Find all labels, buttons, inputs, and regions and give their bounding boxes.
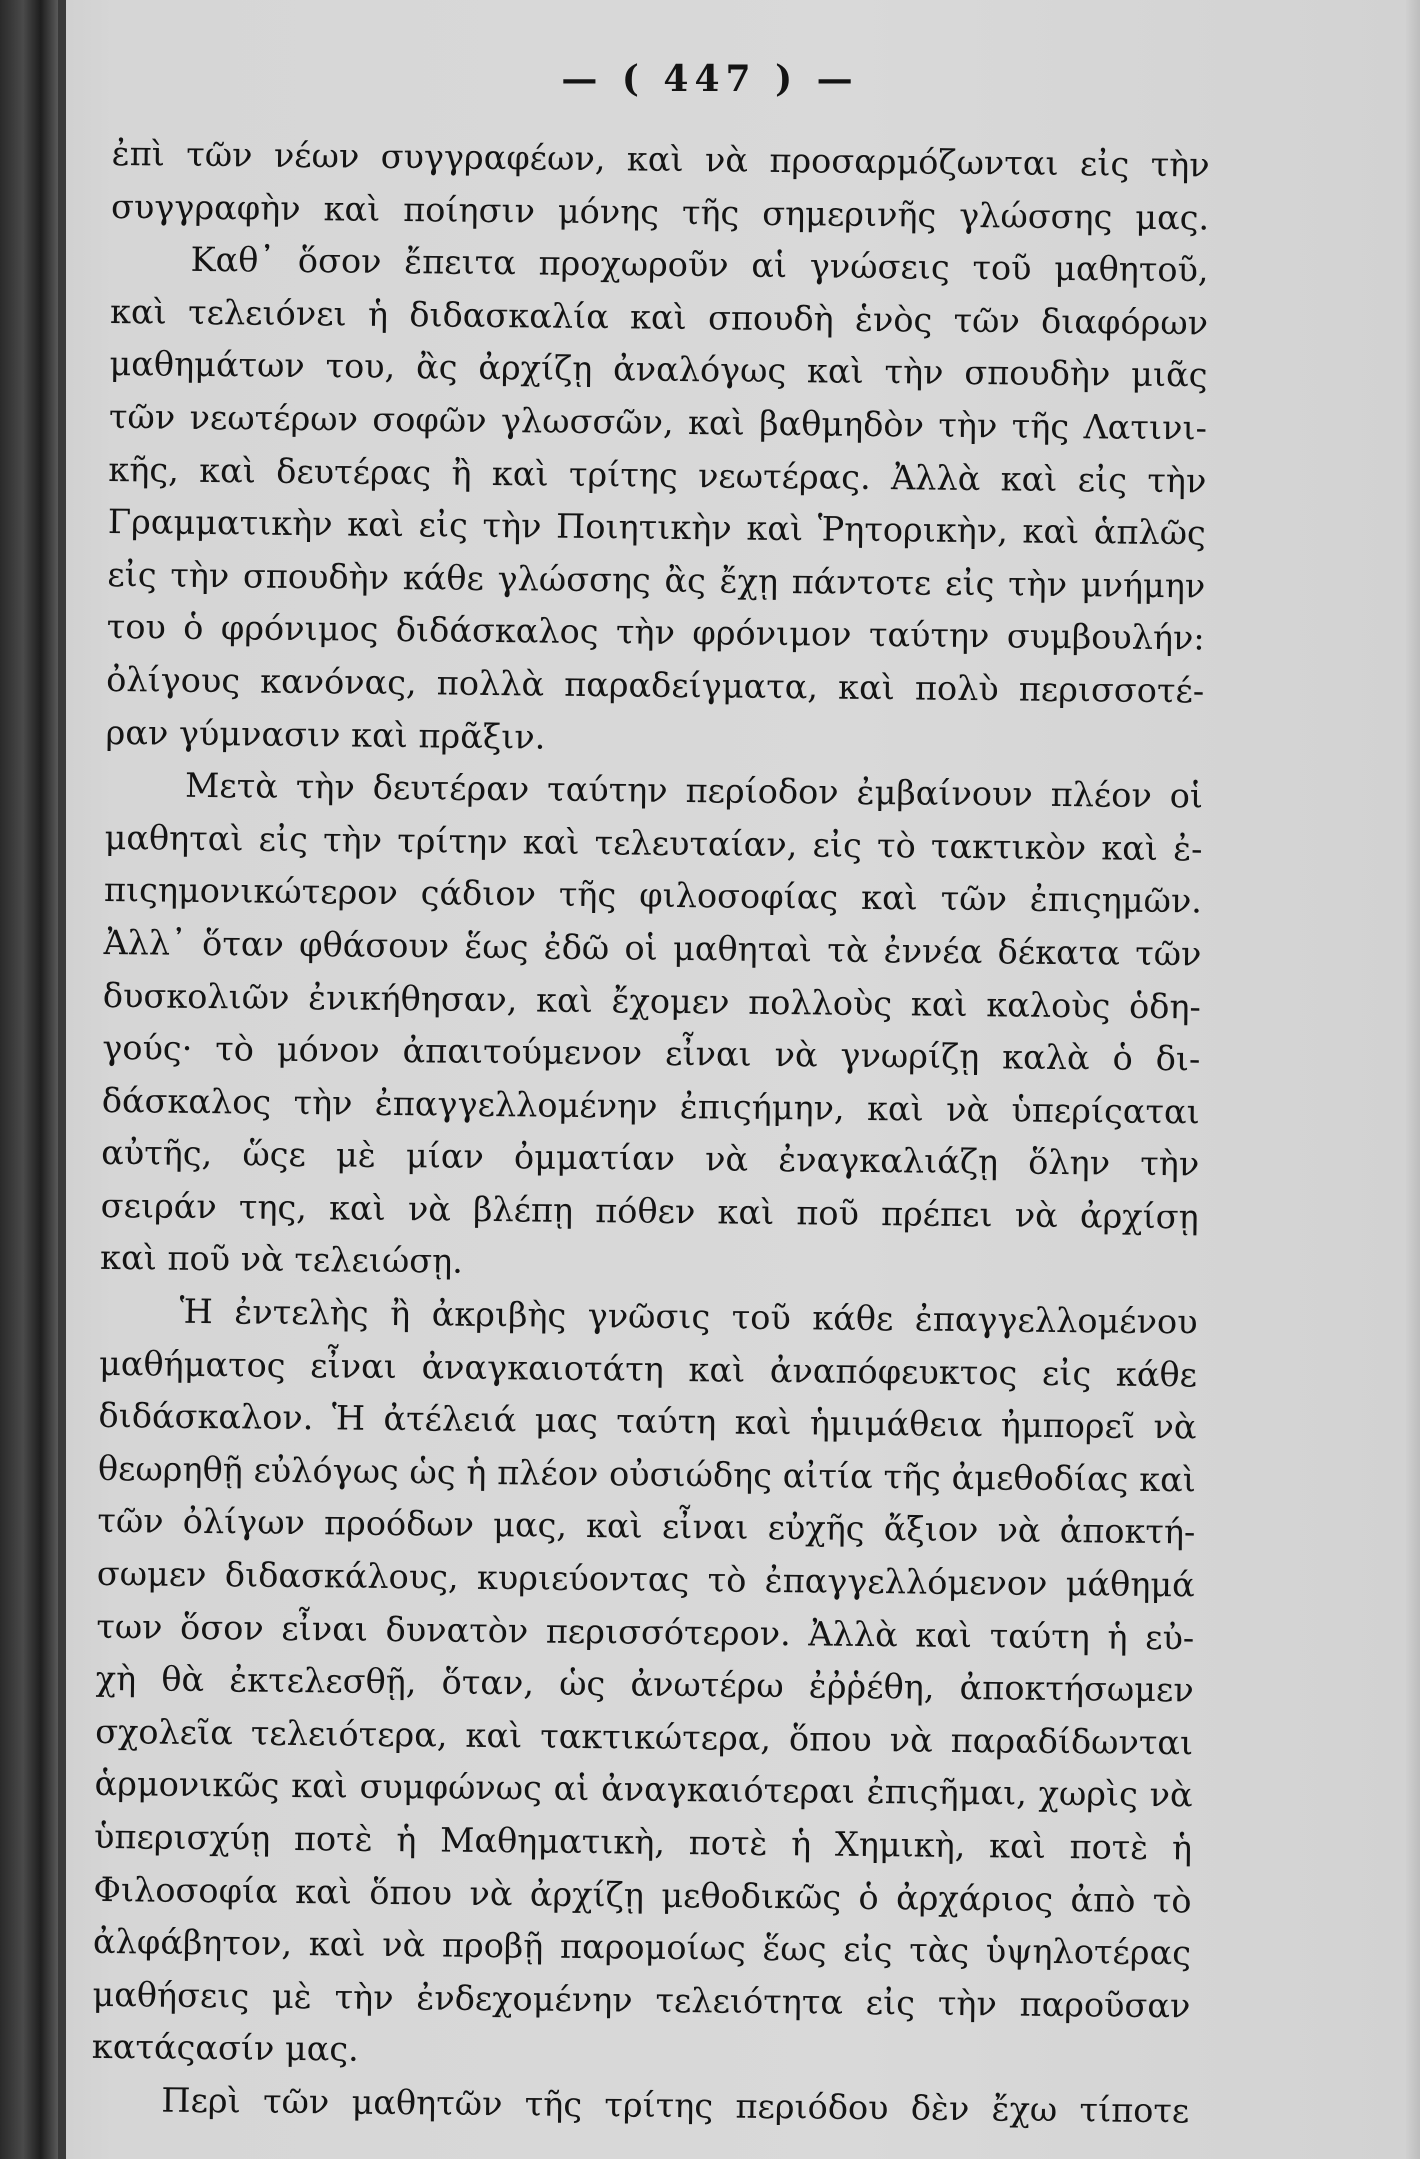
text-line: κῆς, καὶ δευτέρας ἢ καὶ τρίτης νεωτέρας. Ἀλλὰ καὶ εἰς τὴν <box>108 449 1207 501</box>
text-line: ἀλφάβητον, καὶ νὰ προβῇ παρομοίως ἕως εἰς τὰς ὑψηλοτέρας <box>92 1922 1192 1973</box>
text-line: του ὁ φρόνιμος διδάσκαλος τὴν φρόνιμον ταύτην συμβουλήν: <box>106 607 1205 658</box>
text-line: Ἡ ἐντελὴς ἢ ἀκριβὴς γνῶσις τοῦ κάθε ἐπαγγελλομένου <box>179 1291 1198 1342</box>
text-line: διδάσκαλον. Ἡ ἀτέλειά μας ταύτη καὶ ἡμιμάθεια ἠμπορεῖ νὰ <box>98 1396 1197 1447</box>
text-line: σωμεν διδασκάλους, κυριεύοντας τὸ ἐπαγγελλόμενον μάθημά <box>96 1553 1196 1605</box>
text-line: τῶν ὀλίγων προόδων μας, καὶ εἶναι εὐχῆς ἄξιον νὰ ἀποκτή- <box>97 1501 1196 1552</box>
text-line: σειράν της, καὶ νὰ βλέπῃ πόθεν καὶ ποῦ πρέπει νὰ ἀρχίσῃ <box>100 1185 1199 1237</box>
text-line: δάσκαλος τὴν ἐπαγγελλομένην ἐπιςήμην, καὶ νὰ ὑπερίςαται <box>101 1080 1200 1132</box>
text-line: Μετὰ τὴν δευτέραν ταύτην περίοδον ἐμβαίνουν πλέον οἱ <box>184 765 1204 816</box>
text-line: τῶν νεωτέρων σοφῶν γλωσσῶν, καὶ βαθμηδὸν τὴν τῆς Λατινι- <box>108 396 1208 448</box>
text-line: αὐτῆς, ὥςε μὲ μίαν ὀμματίαν νὰ ἐναγκαλιάζῃ ὅλην τὴν <box>101 1133 1200 1184</box>
text-line: ὀλίγους κανόνας, πολλὰ παραδείγματα, καὶ πολὺ περισσοτέ- <box>106 659 1205 711</box>
text-line: μαθήσεις μὲ τὴν ἐνδεχομένην τελειότητα εἰς τὴν παροῦσαν <box>92 1974 1191 2026</box>
text-line: δυσκολιῶν ἐνικήθησαν, καὶ ἔχομεν πολλοὺς καὶ καλοὺς ὁδη- <box>102 975 1202 1026</box>
text-line: ὑπερισχύῃ ποτὲ ἡ Μαθηματικὴ, ποτὲ ἡ Χημικὴ, καὶ ποτὲ ἡ <box>93 1816 1193 1868</box>
text-line: πιςημονικώτερον ςάδιον τῆς φιλοσοφίας καὶ τῶν ἐπιςημῶν. <box>103 870 1203 921</box>
text-line: μαθηταὶ εἰς τὴν τρίτην καὶ τελευταίαν, εἰς τὸ τακτικὸν καὶ ἐ- <box>104 817 1203 869</box>
text-line: Περὶ τῶν μαθητῶν τῆς τρίτης περιόδου δὲν ἔχω τίποτε <box>161 2080 1190 2131</box>
text-line: ραν γύμνασιν καὶ πρᾶξιν. <box>105 712 546 757</box>
text-line: καὶ ποῦ νὰ τελειώσῃ. <box>99 1238 464 1282</box>
text-line: ἐπὶ τῶν νέων συγγραφέων, καὶ νὰ προσαρμόζωνται εἰς τὴν <box>111 133 1210 185</box>
text-line: μαθημάτων του, ἂς ἀρχίζῃ ἀναλόγως καὶ τὴν σπουδὴν μιᾶς <box>109 344 1208 395</box>
page-number: — ( 447 ) — <box>561 58 859 100</box>
binding-shadow <box>0 0 58 2159</box>
text-line: εἰς τὴν σπουδὴν κάθε γλώσσης ἂς ἔχῃ πάντοτε εἰς τὴν μνήμην <box>107 554 1206 606</box>
body-text <box>91 128 1210 2138</box>
text-line: Καθ᾽ ὅσον ἔπειτα προχωροῦν αἱ γνώσεις τοῦ μαθητοῦ, <box>190 240 1209 290</box>
text-line: μαθήματος εἶναι ἀναγκαιοτάτη καὶ ἀναπόφευκτος εἰς κάθε <box>98 1343 1198 1395</box>
text-line: Ἀλλ᾽ ὅταν φθάσουν ἕως ἐδῶ οἱ μαθηταὶ τὰ ἐννέα δέκατα τῶν <box>103 922 1202 974</box>
text-line: των ὅσον εἶναι δυνατὸν περισσότερον. Ἀλλὰ καὶ ταύτη ἡ εὐ- <box>96 1606 1195 1658</box>
text-line: Γραμματικὴν καὶ εἰς τὴν Ποιητικὴν καὶ Ῥητορικὴν, καὶ ἁπλῶς <box>107 502 1207 553</box>
page-edge <box>1406 0 1420 2159</box>
binding-edge <box>58 0 66 2159</box>
text-line: συγγραφὴν καὶ ποίησιν μόνης τῆς σημερινῆς γλώσσης μας. <box>110 186 1210 238</box>
text-line: θεωρηθῇ εὐλόγως ὡς ἡ πλέον οὐσιώδης αἰτία τῆς ἀμεθοδίας καὶ <box>97 1448 1197 1500</box>
text-line: καὶ τελειόνει ἡ διδασκαλία καὶ σπουδὴ ἑνὸς τῶν διαφόρων <box>109 291 1209 343</box>
text-line: σχολεῖα τελειότερα, καὶ τακτικώτερα, ὅπου νὰ παραδίδωνται <box>95 1711 1194 1763</box>
text-line: κατάςασίν μας. <box>91 2027 360 2070</box>
text-line: γούς· τὸ μόνον ἀπαιτούμενον εἶναι νὰ γνωρίζῃ καλὰ ὁ δι- <box>102 1028 1201 1079</box>
text-line: ἁρμονικῶς καὶ συμφώνως αἱ ἀναγκαιότεραι ἐπιςῆμαι, χωρὶς νὰ <box>94 1764 1193 1815</box>
text-line: Φιλοσοφία καὶ ὅπου νὰ ἀρχίζῃ μεθοδικῶς ὁ ἀρχάριος ἀπὸ τὸ <box>93 1869 1192 1920</box>
text-line: χὴ θὰ ἐκτελεσθῇ, ὅταν, ὡς ἀνωτέρω ἐῤῥέθη, ἀποκτήσωμεν <box>95 1659 1194 1710</box>
